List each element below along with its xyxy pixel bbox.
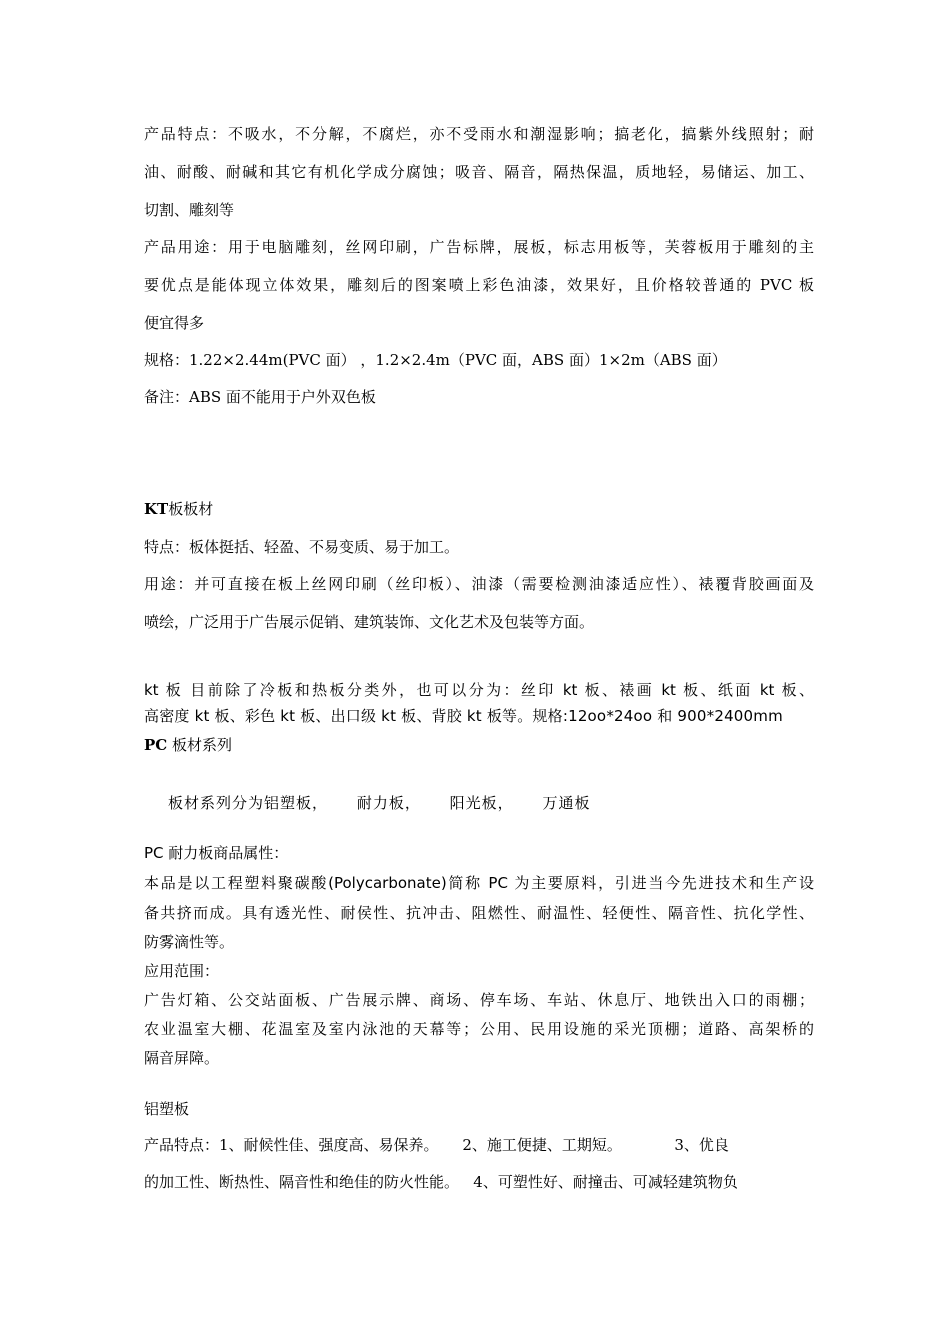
paragraph-line: 防雾滴性等。 <box>144 933 235 951</box>
paragraph-line: 规格：1.22×2.44m(PVC 面） ，1.2×2.4m（PVC 面，ABS 面）1×2m（ABS 面） <box>144 351 727 369</box>
heading-prefix: PC <box>144 736 168 754</box>
heading-prefix: KT <box>144 500 169 518</box>
heading-text: 板材系列 <box>167 736 232 754</box>
paragraph-line: 用途：并可直接在板上丝网印刷（丝印板）、油漆（需要检测油漆适应性）、裱覆背胶画面及 <box>144 575 814 593</box>
section-heading-aluminum: 铝塑板 <box>144 1100 190 1118</box>
paragraph-line: 切割、雕刻等 <box>144 201 235 219</box>
paragraph-line: PC 耐力板商品属性： <box>144 844 289 862</box>
paragraph-line: 产品特点：1、耐候性佳、强度高、易保养。 2、施工便捷、工期短。 3、优良 <box>144 1136 729 1154</box>
paragraph-line: 备共挤而成。具有透光性、耐侯性、抗冲击、阻燃性、耐温性、轻便性、隔音性、抗化学性、 <box>144 904 814 922</box>
paragraph-line: 要优点是能体现立体效果，雕刻后的图案喷上彩色油漆，效果好，且价格较普通的 PVC 板 <box>144 276 814 294</box>
paragraph-line: 油、耐酸、耐碱和其它有机化学成分腐蚀；吸音、隔音，隔热保温，质地轻，易储运、加工、 <box>144 163 814 181</box>
paragraph-line: 便宜得多 <box>144 314 205 332</box>
paragraph-line: 特点：板体挺括、轻盈、不易变质、易于加工。 <box>144 538 460 556</box>
paragraph-line: 备注：ABS 面不能用于户外双色板 <box>144 388 376 406</box>
paragraph-line: kt 板 目前除了冷板和热板分类外，也可以分为：丝印 kt 板、裱画 kt 板、纸面 kt 板、 <box>144 681 814 699</box>
paragraph-line: 产品用途：用于电脑雕刻，丝网印刷，广告标牌，展板，标志用板等，芙蓉板用于雕刻的主 <box>144 238 814 256</box>
section-heading-pc <box>144 735 814 755</box>
paragraph-line: 隔音屏障。 <box>144 1049 220 1067</box>
paragraph-line: 产品特点：不吸水，不分解，不腐烂，亦不受雨水和潮湿影响；搞老化，搞紫外线照射；耐 <box>144 125 814 143</box>
heading-text: 板板材 <box>168 500 214 518</box>
paragraph-line: 的加工性、断热性、隔音性和绝佳的防火性能。 4、可塑性好、耐撞击、可减轻建筑物负 <box>144 1173 738 1191</box>
paragraph-line: 本品是以工程塑料聚碳酸(Polycarbonate)简称 PC 为主要原料，引进当今先进技术和生产设 <box>144 874 814 892</box>
paragraph-line: 广告灯箱、公交站面板、广告展示牌、商场、停车场、车站、休息厅、地铁出入口的雨棚； <box>144 991 814 1009</box>
paragraph-line: 高密度 kt 板、彩色 kt 板、出口级 kt 板、背胶 kt 板等。规格:12oo*24oo 和 900*2400mm <box>144 707 783 725</box>
paragraph-line: 农业温室大棚、花温室及室内泳池的天幕等；公用、民用设施的采光顶棚；道路、高架桥的 <box>144 1020 814 1038</box>
paragraph-line: 喷绘，广泛用于广告展示促销、建筑装饰、文化艺术及包装等方面。 <box>144 613 595 631</box>
paragraph-line: 板材系列分为铝塑板， 耐力板， 阳光板， 万通板 <box>168 794 591 812</box>
section-heading-kt <box>144 499 814 519</box>
paragraph-line: 应用范围： <box>144 962 220 980</box>
